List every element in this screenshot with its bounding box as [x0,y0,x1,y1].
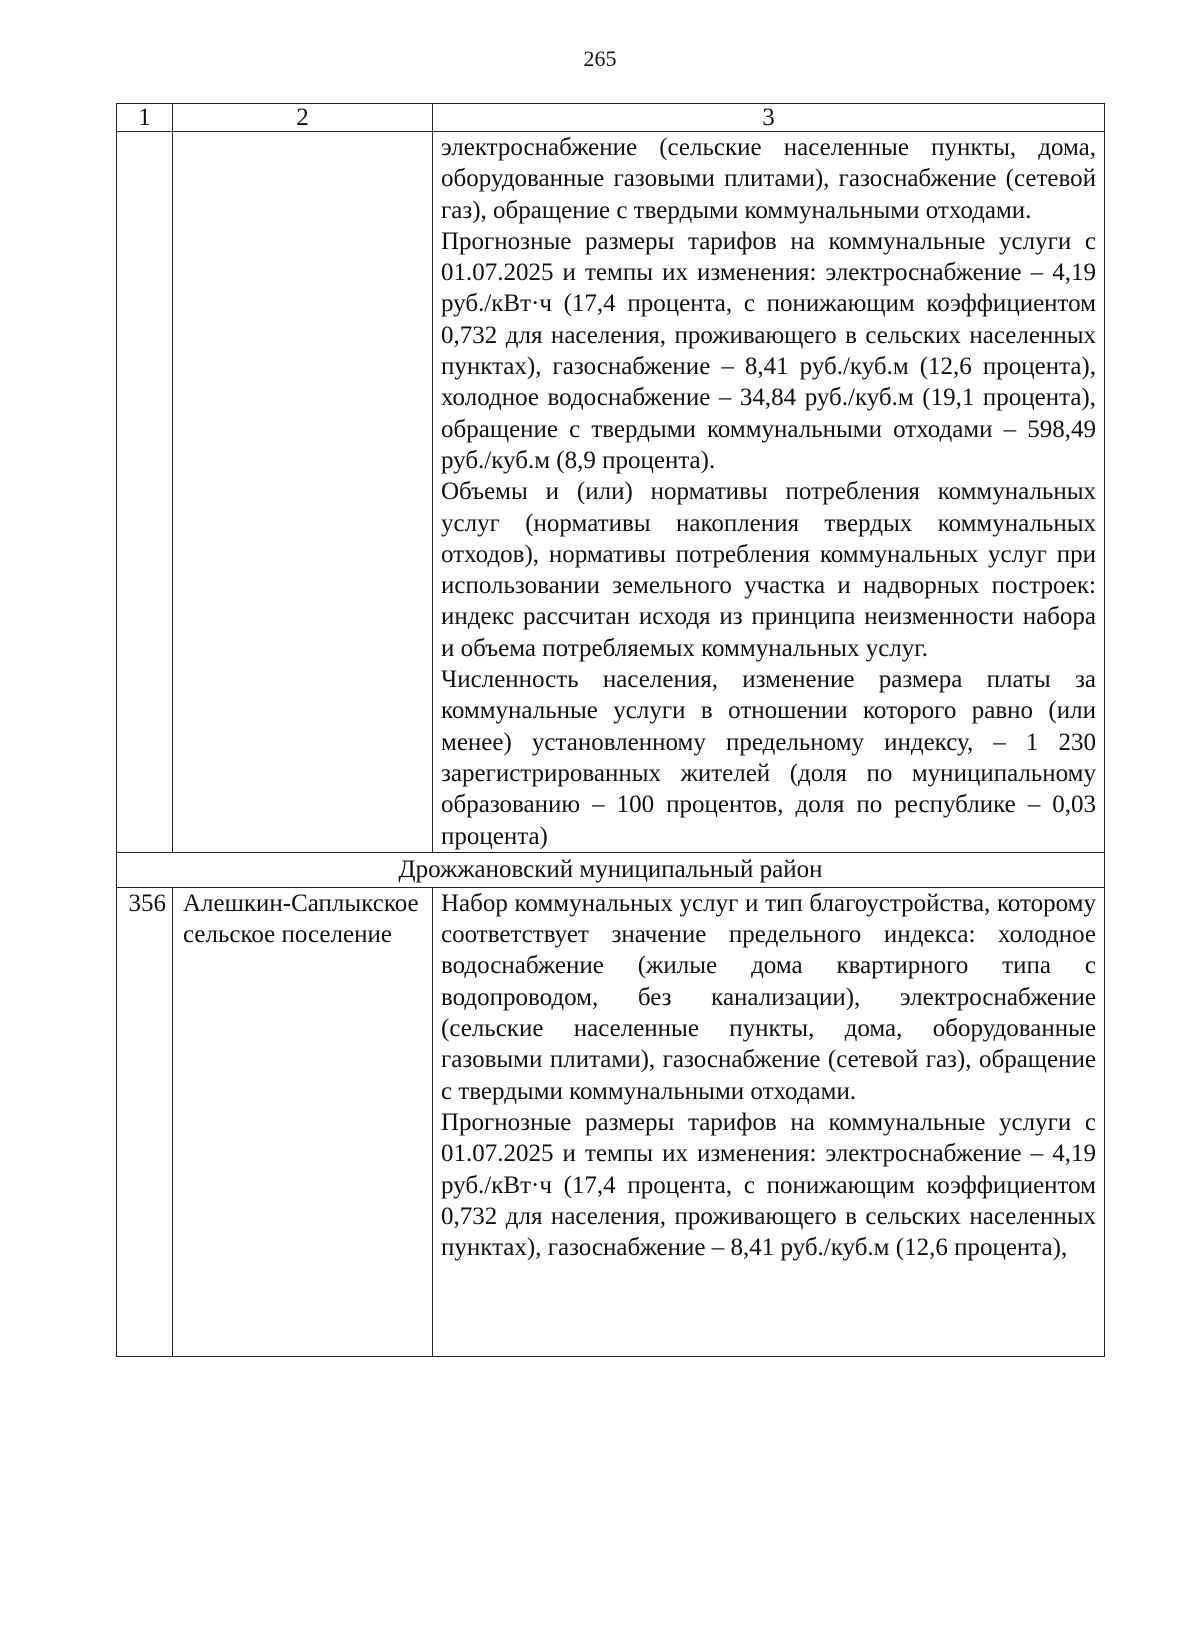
tariff-table [116,103,1105,1357]
table-row-356 [117,887,1105,1356]
paragraph-tariffs: Прогнозные размеры тарифов на коммунальные услуги с 01.07.2025 и темпы их изменения: электроснабжение – 4,19 руб./кВт·ч (17,4 процента, с понижающим коэффициентом 0,732 для населения, проживающего в сельских населенных пунктах), газоснабжение – 8,41 руб./куб.м (12,6 процента), [441,1108,1096,1262]
section-title: Дрожжановский муниципальный район [117,852,1105,887]
row-number-cell [117,132,173,853]
table-row-continuation [117,132,1105,853]
paragraph-services: электроснабжение (сельские населенные пункты, дома, оборудованные газовыми плитами), газоснабжение (сетевой газ), обращение с твердыми коммунальными отходами. [441,134,1096,224]
description-cell [433,132,1105,853]
paragraph-population: Численность населения, изменение размера платы за коммунальные услуги в отношении которого равно (или менее) установленному предельному индексу, – 1 230 зарегистрированных жителей (доля по муниципальному образованию – 100 процентов, доля по республике – 0,03 процента) [441,666,1096,850]
header-col-2: 2 [173,104,433,132]
section-row [117,852,1105,887]
paragraph-volumes: Объемы и (или) нормативы потребления коммунальных услуг (нормативы накопления твердых коммунальных отходов), нормативы потребления коммунальных услуг при использовании земельного участка и надворных построек: индекс рассчитан исходя из принципа неизменности набора и объема потребляемых коммунальных услуг. [441,478,1096,662]
header-col-3: 3 [433,104,1105,132]
paragraph-tariffs: Прогнозные размеры тарифов на коммунальные услуги с 01.07.2025 и темпы их изменения: электроснабжение – 4,19 руб./кВт·ч (17,4 процента, с понижающим коэффициентом 0,732 для населения, проживающего в сельских населенных пунктах), газоснабжение – 8,41 руб./куб.м (12,6 процента), холодное водоснабжение – 34,84 руб./куб.м (19,1 процента), обращение с твердыми коммунальными отходами – 598,49 руб./куб.м (8,9 процента). [441,227,1096,474]
description-cell [433,887,1105,1356]
description-clip [441,888,1096,1356]
settlement-name-cell [173,132,433,853]
table-header-row [117,104,1105,132]
header-col-1: 1 [117,104,173,132]
settlement-name-cell: Алешкин-Саплыкское сельское поселение [173,887,433,1356]
paragraph-services: Набор коммунальных услуг и тип благоустройства, которому соответствует значение предельного индекса: холодное водоснабжение (жилые дома квартирного типа с водопроводом, без канализации), электроснабжение (сельские населенные пункты, дома, оборудованные газовыми плитами), газоснабжение (сетевой газ), обращение с твердыми коммунальными отходами. [441,889,1096,1105]
page-number: 265 [583,46,617,71]
row-number-cell: 356 [117,887,173,1356]
